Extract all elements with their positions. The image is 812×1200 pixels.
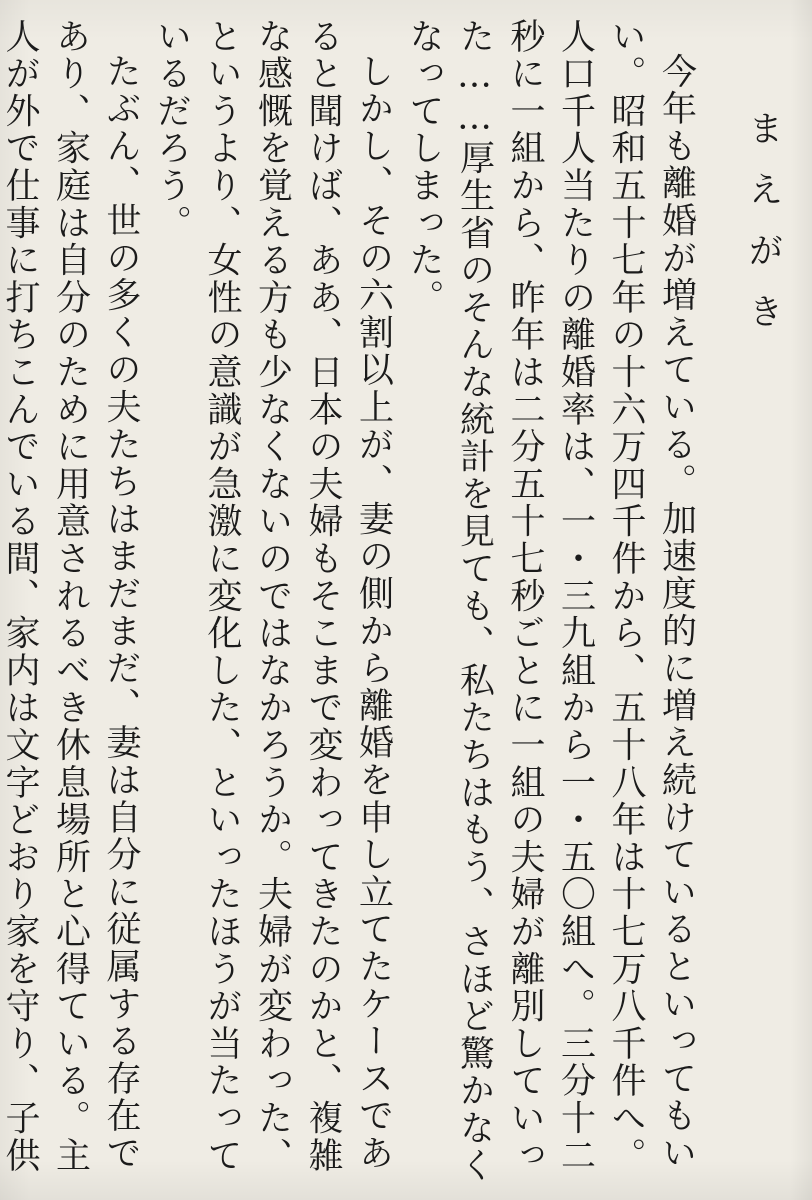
paragraph-1: 今年も離婚が増えている。加速度的に増え続けているといってもいい。昭和五十七年の十六万四千件から、五十八年は十七万八千件へ。人口千人当たりの離婚率は、一・三九組から一・五〇組へ。三分十二秒に一組から、昨年は二分五十七秒ごとに一組の夫婦が離別していった……厚生省のそんな統計を見ても、私たちはもう、さほど驚かなくなってしまった。 [404, 18, 697, 1185]
paragraph-3: たぶん、世の多くの夫たちはまだまだ、妻は自分に従属する存在であり、家庭は自分のために用意されるべき休息場所と心得ている。主人が外で仕事に打ちこんでいる間、家内は文字どおり家を守り、子供 [0, 18, 141, 1175]
heading-maegaki: まえがき [743, 110, 783, 354]
vertical-text-block [0, 18, 788, 1188]
paragraph-2: しかし、その六割以上が、妻の側から離婚を申し立てたケースであると聞けば、ああ、日本の夫婦もそこまで変わってきたのかと、複雑な感慨を覚える方も少なくないのではなかろうか。夫婦が変わった、というより、女性の意識が急激に変化した、といったほうが当たっているだろう。 [151, 18, 394, 1175]
